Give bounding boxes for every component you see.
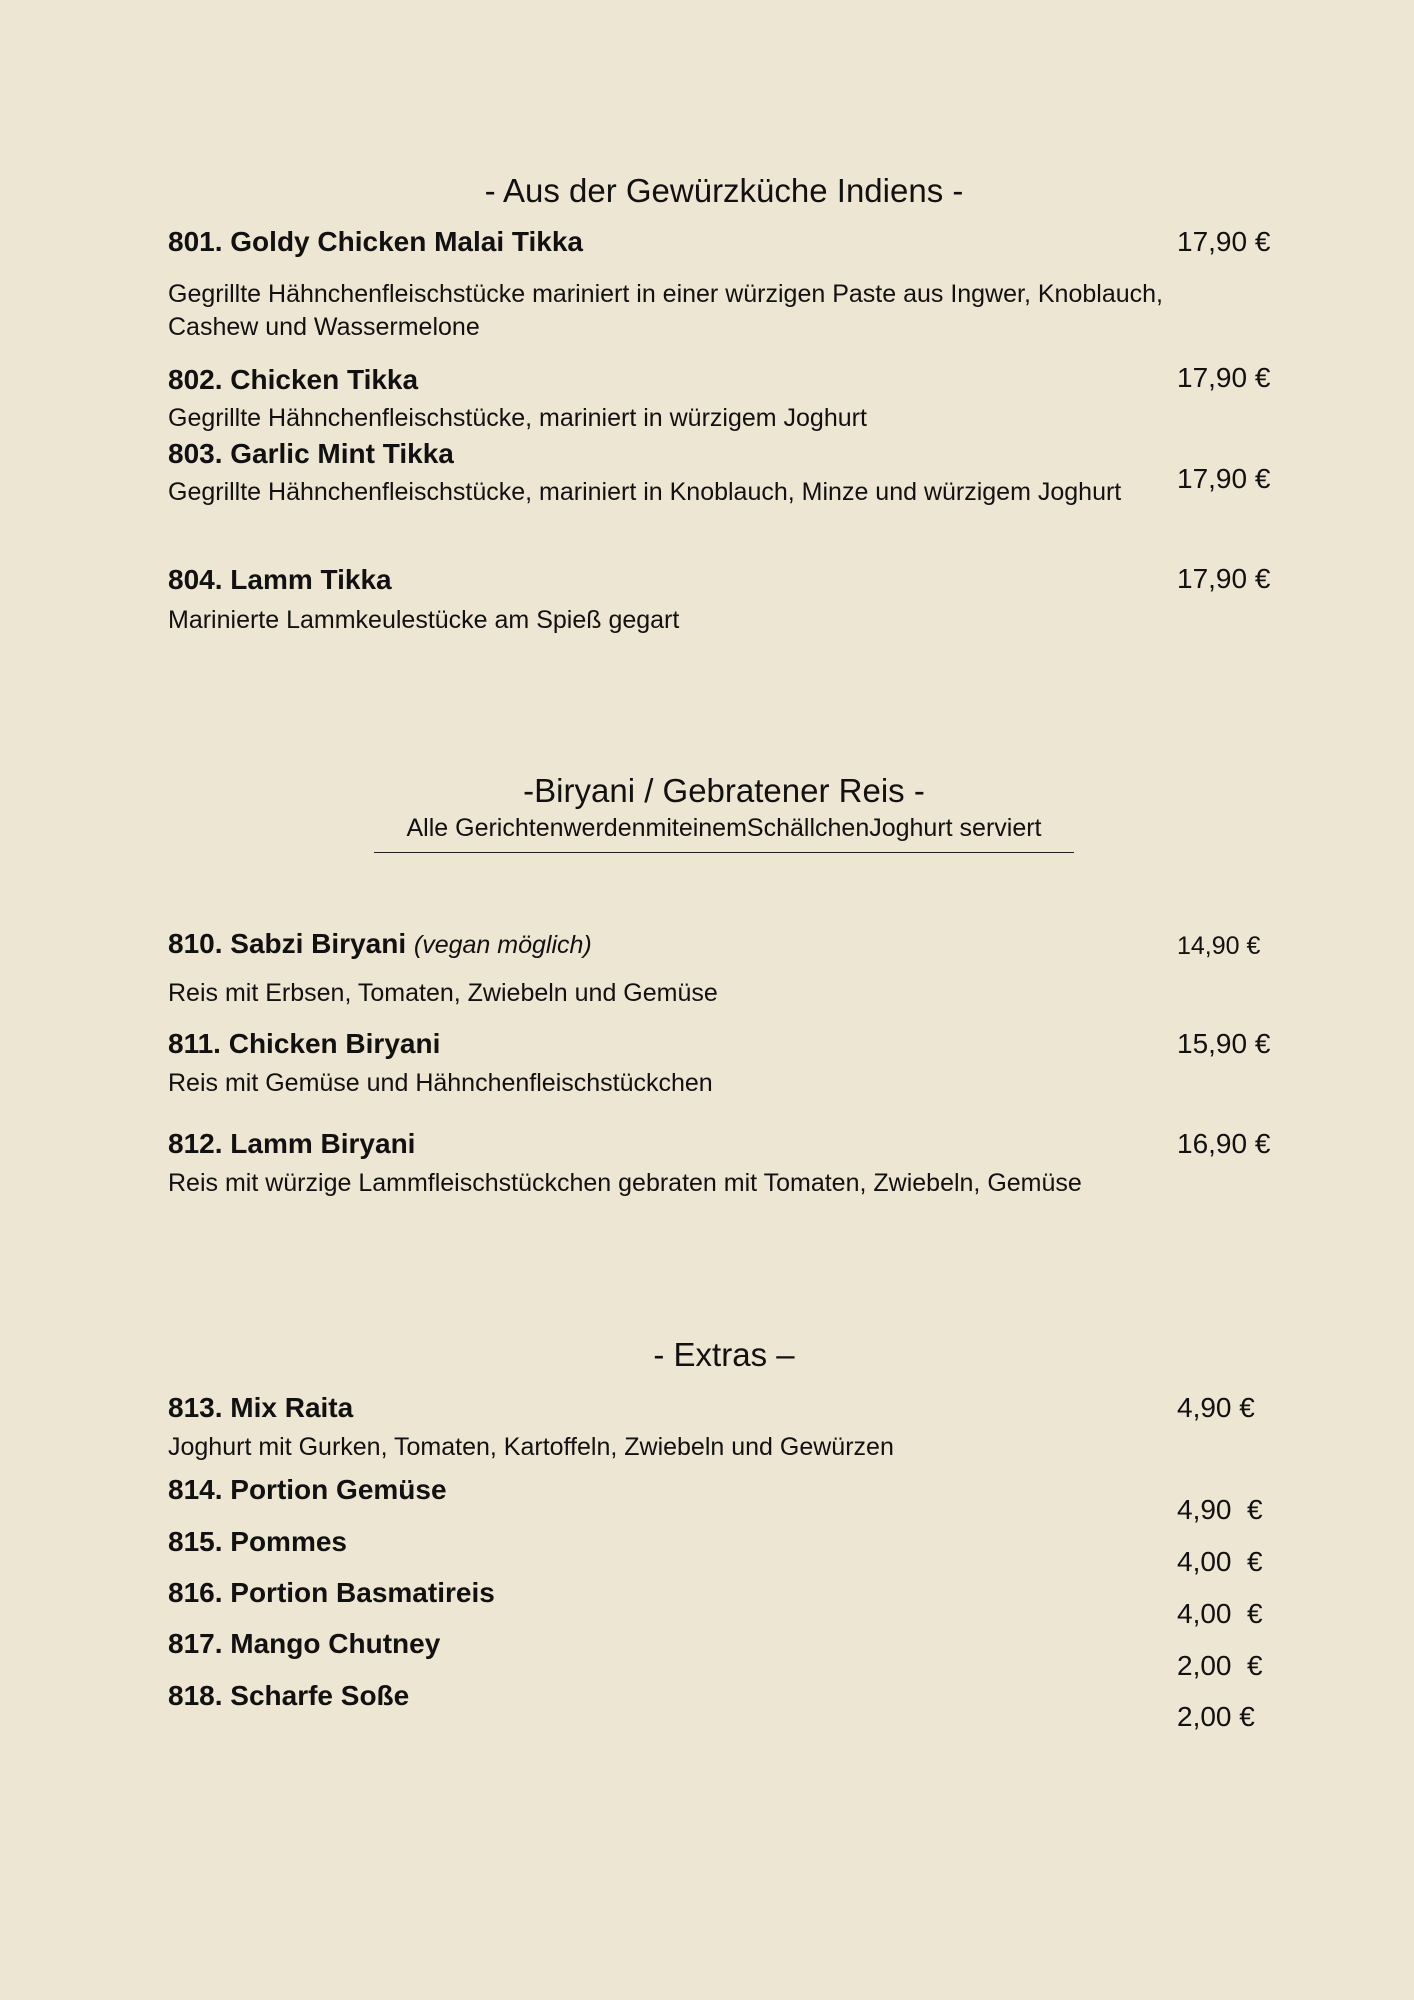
menu-item-price-811: 15,90 € <box>1177 1028 1271 1059</box>
menu-item-note-810: (vegan möglich) <box>413 931 592 959</box>
section-title-extras: - Extras – <box>653 1336 795 1373</box>
menu-item-price-813: 4,90 € <box>1177 1392 1255 1423</box>
menu-item-price-801: 17,90 € <box>1177 226 1271 257</box>
menu-item-desc-811: Reis mit Gemüse und Hähnchenfleischstückchen <box>168 1069 713 1097</box>
menu-item-name-816: 816. Portion Basmatireis <box>168 1577 495 1608</box>
menu-item-name-818: 818. Scharfe Soße <box>168 1680 410 1711</box>
menu-item-price-804: 17,90 € <box>1177 563 1271 594</box>
menu-item-desc-804: Marinierte Lammkeulestücke am Spieß gegart <box>168 606 680 634</box>
menu-item-price-817: 2,00 € <box>1177 1650 1263 1681</box>
menu-item-name-804: 804. Lamm Tikka <box>168 564 392 595</box>
menu-item-desc-812: Reis mit würzige Lammfleischstückchen gebraten mit Tomaten, Zwiebeln, Gemüse <box>168 1169 1082 1197</box>
menu-item-name-817: 817. Mango Chutney <box>168 1628 441 1659</box>
menu-item-desc-802: Gegrillte Hähnchenfleischstücke, mariniert in würzigem Joghurt <box>168 404 867 432</box>
menu-item-name-813: 813. Mix Raita <box>168 1392 354 1423</box>
menu-item-name-802: 802. Chicken Tikka <box>168 364 419 395</box>
menu-item-desc-801-line2: Cashew und Wassermelone <box>168 313 480 341</box>
menu-item-name-815: 815. Pommes <box>168 1526 347 1557</box>
menu-item-price-818: 2,00 € <box>1177 1701 1255 1732</box>
menu-item-price-810: 14,90 € <box>1177 932 1261 960</box>
section-title-biryani: -Biryani / Gebratener Reis - <box>523 772 925 809</box>
menu-item-name-810 <box>168 928 592 960</box>
menu-item-name-812: 812. Lamm Biryani <box>168 1128 416 1159</box>
menu-item-desc-801-line1: Gegrillte Hähnchenfleischstücke mariniert in einer würzigen Paste aus Ingwer, Knoblauch, <box>168 280 1163 308</box>
menu-item-name-810-text: 810. Sabzi Biryani <box>168 928 407 959</box>
menu-item-price-812: 16,90 € <box>1177 1128 1271 1159</box>
menu-item-desc-810: Reis mit Erbsen, Tomaten, Zwiebeln und Gemüse <box>168 979 718 1007</box>
menu-item-desc-813: Joghurt mit Gurken, Tomaten, Kartoffeln, Zwiebeln und Gewürzen <box>168 1433 894 1461</box>
section-divider <box>374 852 1074 853</box>
menu-item-price-803: 17,90 € <box>1177 463 1271 494</box>
menu-item-price-816: 4,00 € <box>1177 1598 1263 1629</box>
menu-item-price-802: 17,90 € <box>1177 362 1271 393</box>
menu-item-price-814: 4,90 € <box>1177 1494 1263 1525</box>
menu-item-name-803: 803. Garlic Mint Tikka <box>168 438 454 469</box>
menu-item-name-814: 814. Portion Gemüse <box>168 1474 447 1505</box>
menu-item-name-811: 811. Chicken Biryani <box>168 1028 441 1059</box>
menu-item-desc-803: Gegrillte Hähnchenfleischstücke, mariniert in Knoblauch, Minze und würzigem Joghurt <box>168 478 1122 506</box>
section-subtitle-biryani: Alle GerichtenwerdenmiteinemSchällchenJoghurt serviert <box>406 814 1042 842</box>
menu-item-name-801: 801. Goldy Chicken Malai Tikka <box>168 226 583 257</box>
menu-item-price-815: 4,00 € <box>1177 1546 1263 1577</box>
section-title-indien: - Aus der Gewürzküche Indiens - <box>484 172 964 209</box>
